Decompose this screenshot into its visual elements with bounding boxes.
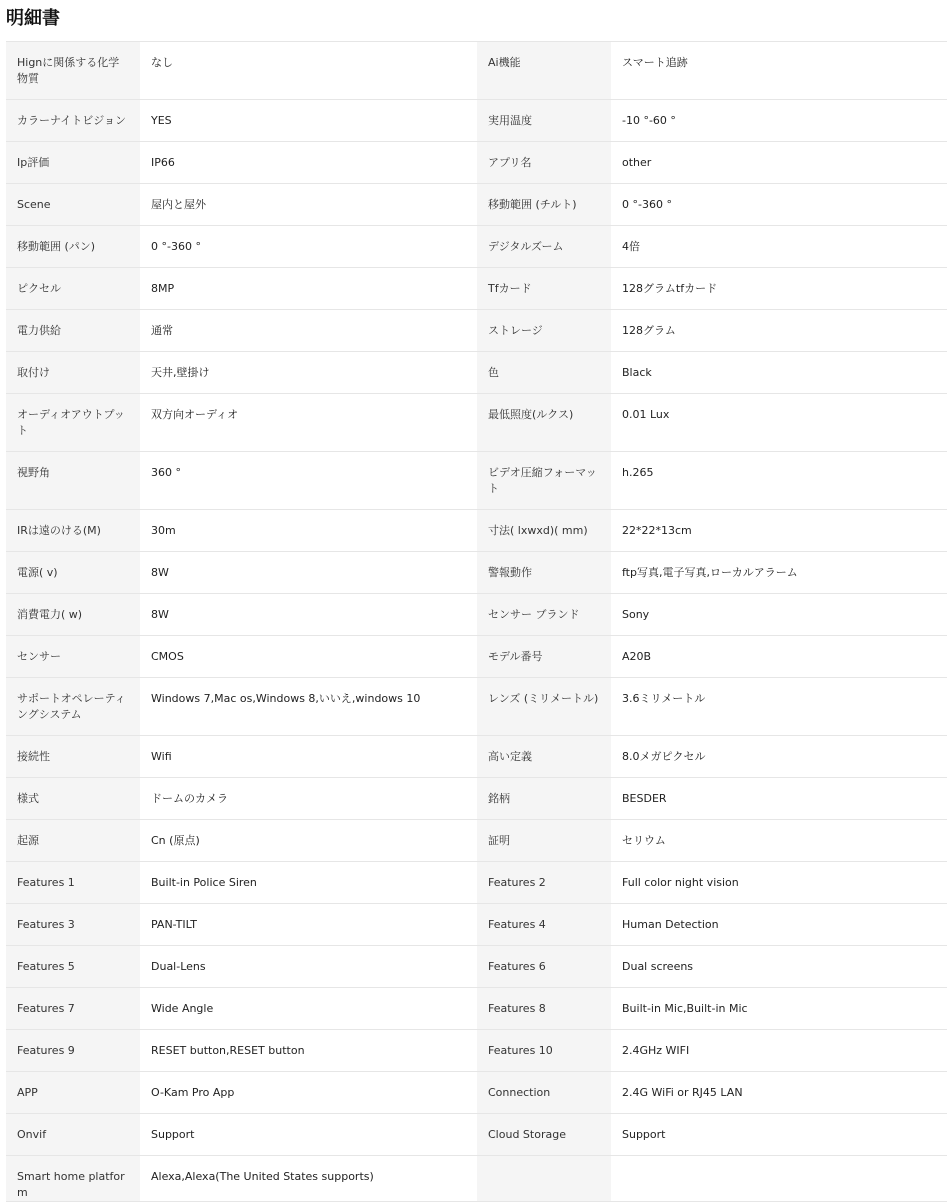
spec-value: PAN-TILT <box>140 904 477 946</box>
spec-row <box>6 1030 947 1072</box>
spec-label: デジタルズーム <box>477 226 611 268</box>
spec-label: カラーナイトビジョン <box>6 100 140 142</box>
spec-label: APP <box>6 1072 140 1114</box>
spec-value: IP66 <box>140 142 477 184</box>
spec-row <box>6 678 947 736</box>
spec-label: IRは遠のける(M) <box>6 510 140 552</box>
spec-row <box>6 1114 947 1156</box>
spec-value: -10 °-60 ° <box>611 100 947 142</box>
spec-label: Ip評価 <box>6 142 140 184</box>
spec-row <box>6 778 947 820</box>
spec-value: h.265 <box>611 452 947 510</box>
spec-label: Connection <box>477 1072 611 1114</box>
spec-row <box>6 988 947 1030</box>
spec-value: 8MP <box>140 268 477 310</box>
spec-row <box>6 42 947 100</box>
spec-value: 0 °-360 ° <box>140 226 477 268</box>
spec-value: 360 ° <box>140 452 477 510</box>
spec-label: Features 5 <box>6 946 140 988</box>
spec-value: Wide Angle <box>140 988 477 1030</box>
spec-label: 消費電力( w) <box>6 594 140 636</box>
spec-label: 高い定義 <box>477 736 611 778</box>
spec-value: 22*22*13cm <box>611 510 947 552</box>
spec-label: 証明 <box>477 820 611 862</box>
spec-label: レンズ (ミリメートル) <box>477 678 611 736</box>
spec-label: 電力供給 <box>6 310 140 352</box>
spec-value: Human Detection <box>611 904 947 946</box>
spec-value <box>611 1156 947 1202</box>
spec-value: 0 °-360 ° <box>611 184 947 226</box>
spec-value: BESDER <box>611 778 947 820</box>
spec-value: ftp写真,電子写真,ローカルアラーム <box>611 552 947 594</box>
spec-row <box>6 184 947 226</box>
spec-label: オーディオアウトプット <box>6 394 140 452</box>
spec-row <box>6 904 947 946</box>
spec-label: Features 3 <box>6 904 140 946</box>
spec-label: ピクセル <box>6 268 140 310</box>
spec-label: 移動範囲 (パン) <box>6 226 140 268</box>
spec-row <box>6 820 947 862</box>
spec-label: ストレージ <box>477 310 611 352</box>
spec-label: センサー <box>6 636 140 678</box>
spec-value: Dual-Lens <box>140 946 477 988</box>
spec-value: セリウム <box>611 820 947 862</box>
spec-value: 128グラム <box>611 310 947 352</box>
spec-value: O-Kam Pro App <box>140 1072 477 1114</box>
spec-value: 通常 <box>140 310 477 352</box>
spec-label: 銘柄 <box>477 778 611 820</box>
spec-label: 起源 <box>6 820 140 862</box>
spec-label: モデル番号 <box>477 636 611 678</box>
spec-row <box>6 552 947 594</box>
spec-label: 接続性 <box>6 736 140 778</box>
spec-value: Built-in Police Siren <box>140 862 477 904</box>
spec-value: 双方向オーディオ <box>140 394 477 452</box>
spec-value: A20B <box>611 636 947 678</box>
spec-value: RESET button,RESET button <box>140 1030 477 1072</box>
spec-value: Full color night vision <box>611 862 947 904</box>
spec-label: Ai機能 <box>477 42 611 100</box>
spec-value: Sony <box>611 594 947 636</box>
spec-row <box>6 394 947 452</box>
spec-table-body <box>6 42 947 1202</box>
spec-label: 実用温度 <box>477 100 611 142</box>
spec-value: 屋内と屋外 <box>140 184 477 226</box>
spec-row <box>6 226 947 268</box>
spec-value: Wifi <box>140 736 477 778</box>
spec-row <box>6 310 947 352</box>
page-title: 明細書 <box>6 8 60 29</box>
spec-value: YES <box>140 100 477 142</box>
spec-label: Cloud Storage <box>477 1114 611 1156</box>
spec-value: 3.6ミリメートル <box>611 678 947 736</box>
spec-value: 128グラムtfカード <box>611 268 947 310</box>
spec-value: スマート追跡 <box>611 42 947 100</box>
spec-label: Features 9 <box>6 1030 140 1072</box>
spec-label: 電源( v) <box>6 552 140 594</box>
spec-label: 最低照度(ルクス) <box>477 394 611 452</box>
spec-label: サポートオペレーティングシステム <box>6 678 140 736</box>
spec-row <box>6 1156 947 1202</box>
spec-row <box>6 594 947 636</box>
spec-value: Alexa,Alexa(The United States supports) <box>140 1156 477 1202</box>
spec-row <box>6 352 947 394</box>
spec-value: 2.4GHz WIFI <box>611 1030 947 1072</box>
spec-value: ドームのカメラ <box>140 778 477 820</box>
spec-label <box>477 1156 611 1202</box>
spec-label: Smart home platform <box>6 1156 140 1202</box>
spec-label: Features 4 <box>477 904 611 946</box>
spec-label: 警報動作 <box>477 552 611 594</box>
spec-row <box>6 636 947 678</box>
spec-row <box>6 510 947 552</box>
spec-label: 色 <box>477 352 611 394</box>
spec-value: 8.0メガピクセル <box>611 736 947 778</box>
spec-label: Features 6 <box>477 946 611 988</box>
spec-value: Support <box>140 1114 477 1156</box>
spec-value: CMOS <box>140 636 477 678</box>
spec-label: Features 2 <box>477 862 611 904</box>
spec-value: Support <box>611 1114 947 1156</box>
spec-row <box>6 268 947 310</box>
spec-table <box>6 41 947 1202</box>
spec-label: Scene <box>6 184 140 226</box>
spec-value: 0.01 Lux <box>611 394 947 452</box>
spec-value: other <box>611 142 947 184</box>
spec-value: Windows 7,Mac os,Windows 8,いいえ,windows 10 <box>140 678 477 736</box>
spec-value: Cn (原点) <box>140 820 477 862</box>
spec-row <box>6 100 947 142</box>
spec-label: 様式 <box>6 778 140 820</box>
spec-value: Built-in Mic,Built-in Mic <box>611 988 947 1030</box>
spec-value: 天井,壁掛け <box>140 352 477 394</box>
spec-label: 寸法( lxwxd)( mm) <box>477 510 611 552</box>
spec-row <box>6 142 947 184</box>
spec-value: 4倍 <box>611 226 947 268</box>
spec-value: Dual screens <box>611 946 947 988</box>
spec-value: 30m <box>140 510 477 552</box>
spec-label: 移動範囲 (チルト) <box>477 184 611 226</box>
spec-label: 取付け <box>6 352 140 394</box>
spec-label: Tfカード <box>477 268 611 310</box>
spec-row <box>6 946 947 988</box>
spec-row <box>6 452 947 510</box>
spec-label: ビデオ圧縮フォーマット <box>477 452 611 510</box>
spec-label: センサー ブランド <box>477 594 611 636</box>
spec-label: アプリ名 <box>477 142 611 184</box>
spec-row <box>6 736 947 778</box>
spec-label: Features 8 <box>477 988 611 1030</box>
spec-value: 2.4G WiFi or RJ45 LAN <box>611 1072 947 1114</box>
spec-label: Features 1 <box>6 862 140 904</box>
spec-label: 視野角 <box>6 452 140 510</box>
spec-label: Features 10 <box>477 1030 611 1072</box>
spec-value: 8W <box>140 594 477 636</box>
spec-row <box>6 862 947 904</box>
spec-label: Features 7 <box>6 988 140 1030</box>
spec-value: Black <box>611 352 947 394</box>
spec-label: Hignに関係する化学物質 <box>6 42 140 100</box>
spec-label: Onvif <box>6 1114 140 1156</box>
spec-value: 8W <box>140 552 477 594</box>
spec-value: なし <box>140 42 477 100</box>
spec-row <box>6 1072 947 1114</box>
